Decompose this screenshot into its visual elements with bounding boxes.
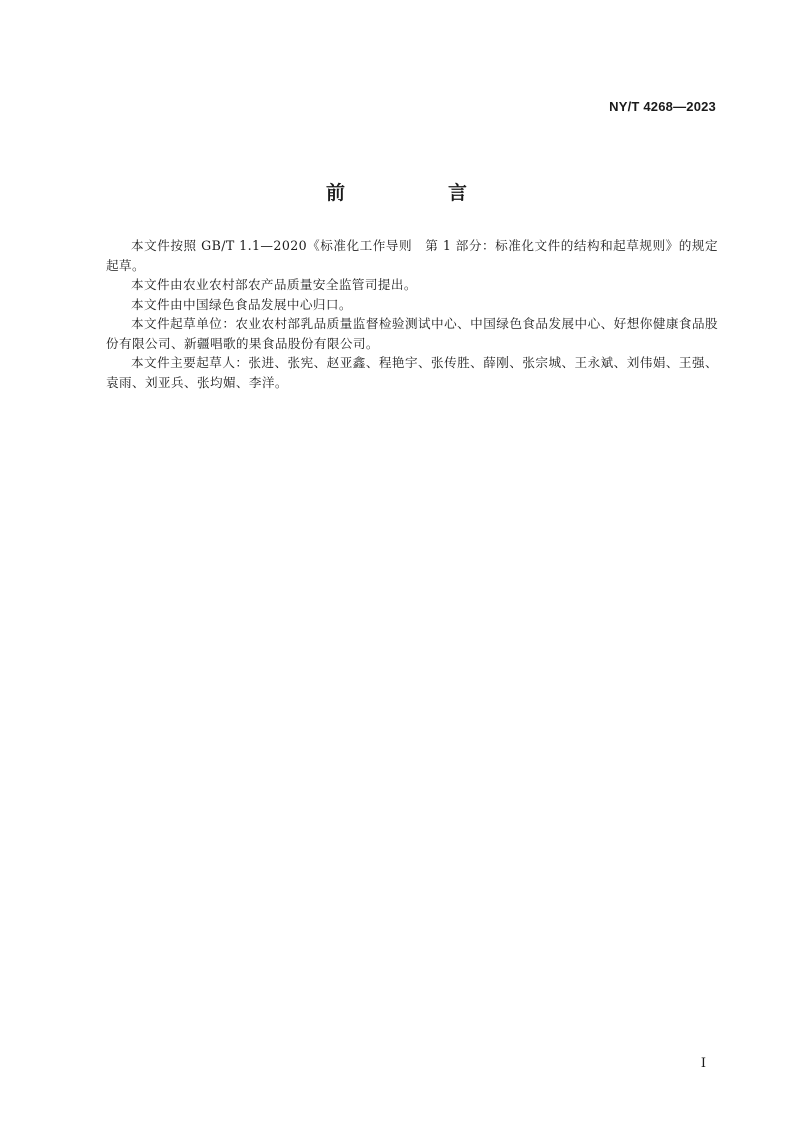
paragraph-drafting-rules: 本文件按照 GB/T 1.1—2020《标准化工作导则 第 1 部分：标准化文件的结构和起草规则》的规定起草。 bbox=[106, 238, 718, 273]
paragraph-centralized-unit: 本文件由中国绿色食品发展中心归口。 bbox=[131, 296, 352, 312]
standard-code: NY/T 4268—2023 bbox=[609, 99, 716, 114]
paragraph-drafting-units: 本文件起草单位：农业农村部乳品质量监督检验测试中心、中国绿色食品发展中心、好想你健康食品股份有限公司、新疆唱歌的果食品股份有限公司。 bbox=[106, 316, 718, 351]
paragraph-proposer: 本文件由农业农村部农产品质量安全监管司提出。 bbox=[131, 277, 417, 292]
page-number: I bbox=[700, 1056, 706, 1071]
paragraph-main-drafters: 本文件主要起草人：张进、张宪、赵亚鑫、程艳宇、张传胜、薛刚、张宗城、王永斌、刘伟娟、王强、袁雨、刘亚兵、张均媚、李洋。 bbox=[106, 355, 718, 390]
foreword-body bbox=[106, 236, 718, 392]
page-title: 前 言 bbox=[325, 182, 509, 204]
